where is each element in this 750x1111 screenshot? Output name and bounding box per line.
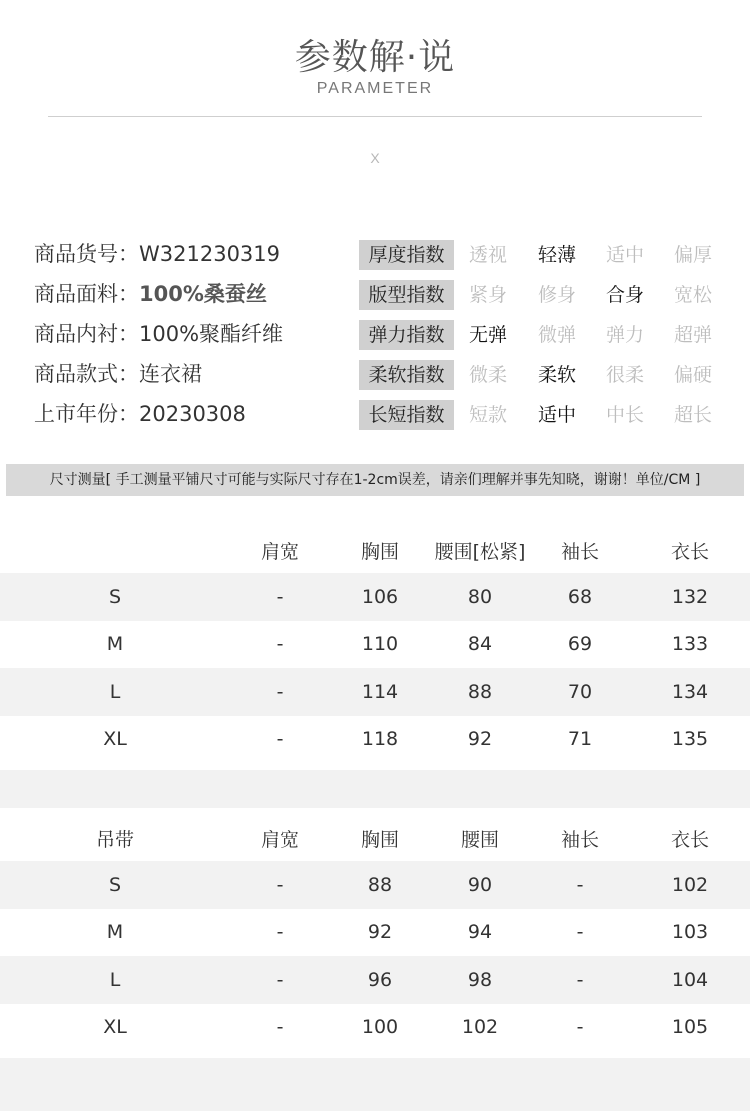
- table-row: [0, 1004, 750, 1052]
- info-value: 20230308: [139, 402, 246, 426]
- scale-option: 适中: [537, 404, 576, 426]
- table-cell: -: [230, 573, 330, 621]
- table-cell: -: [530, 956, 630, 1004]
- scale-option: 紧身: [468, 284, 507, 306]
- scale-option: 适中: [605, 244, 644, 266]
- table-cell: 118: [361, 728, 399, 751]
- table-cell: -: [276, 921, 284, 944]
- scale-option: 柔软: [537, 364, 576, 386]
- info-row-sku: [34, 238, 283, 278]
- table-header-cell: 腰围[松紧]: [434, 540, 526, 563]
- table-cell: 102: [461, 1016, 499, 1039]
- scale-label: 厚度指数: [359, 240, 454, 270]
- table-cell: 92: [467, 728, 493, 751]
- table-row: [0, 861, 750, 909]
- size-cell: M: [106, 921, 124, 944]
- scale-option: 轻薄: [537, 244, 576, 266]
- scale-label: 弹力指数: [359, 320, 454, 350]
- info-row-fabric: [34, 278, 283, 318]
- table-cell: 132: [630, 573, 750, 621]
- table-cell: 106: [330, 573, 430, 621]
- table-cell: -: [276, 633, 284, 656]
- table-cell: 70: [530, 668, 630, 716]
- scale-length: [359, 400, 739, 440]
- scale-option: 很柔: [605, 364, 644, 386]
- info-label: 商品面料：: [34, 282, 139, 306]
- table-cell: 114: [330, 668, 430, 716]
- info-label: 商品款式：: [34, 362, 139, 386]
- table-cell: -: [230, 668, 330, 716]
- scale-option: 短款: [468, 404, 507, 426]
- table-cell: 69: [567, 633, 593, 656]
- table-row: [0, 909, 750, 957]
- table-cell: 71: [567, 728, 593, 751]
- attribute-scales: [359, 240, 739, 440]
- table-row: [0, 621, 750, 669]
- table-cell: -: [230, 861, 330, 909]
- table-cell: 103: [671, 921, 709, 944]
- scale-label: 版型指数: [359, 280, 454, 310]
- table-cell: 133: [671, 633, 709, 656]
- page-subtitle: PARAMETER: [316, 80, 434, 97]
- size-cell: S: [0, 861, 230, 909]
- table-cell: -: [230, 956, 330, 1004]
- bottom-band: [0, 1058, 750, 1111]
- scale-option: 超长: [673, 404, 712, 426]
- section-spacer: [0, 770, 750, 808]
- decorative-mark: X: [370, 150, 380, 166]
- table-cell: 102: [630, 861, 750, 909]
- table-cell: 94: [467, 921, 493, 944]
- table-cell: -: [576, 921, 584, 944]
- table-cell: 84: [467, 633, 493, 656]
- size-table-slip: [0, 815, 750, 1051]
- table-header-cell: 吊带: [95, 828, 134, 851]
- table-header-cell: [0, 527, 230, 573]
- info-row-year: [34, 398, 283, 438]
- info-row-lining: [34, 318, 283, 358]
- scale-fit: [359, 280, 739, 320]
- table-header-row: [0, 815, 750, 861]
- size-cell: L: [0, 956, 230, 1004]
- table-header-cell: 袖长: [560, 828, 599, 851]
- table-header-cell: 袖长: [560, 540, 599, 563]
- header-divider: [48, 116, 702, 117]
- scale-option: 微弹: [537, 324, 576, 346]
- size-cell: M: [106, 633, 124, 656]
- scale-option: 透视: [468, 244, 507, 266]
- scale-option: 偏厚: [673, 244, 712, 266]
- size-cell: XL: [103, 728, 127, 751]
- info-label: 商品内衬：: [34, 322, 139, 346]
- scale-option: 修身: [537, 284, 576, 306]
- size-cell: XL: [103, 1016, 127, 1039]
- scale-option: 合身: [605, 284, 644, 306]
- table-row: [0, 716, 750, 764]
- info-value: 连衣裙: [139, 362, 202, 386]
- info-label: 商品货号：: [34, 242, 139, 266]
- info-value: 100%聚酯纤维: [139, 322, 284, 346]
- table-cell: 104: [630, 956, 750, 1004]
- scale-label: 柔软指数: [359, 360, 454, 390]
- table-header-cell: 衣长: [670, 828, 709, 851]
- table-header-cell: 肩宽: [260, 540, 299, 563]
- scale-option: 弹力: [605, 324, 644, 346]
- measurement-note: 尺寸测量[ 手工测量平铺尺寸可能与实际尺寸存在1-2cm误差，请亲们理解并事先知晓，谢谢！单位/CM ]: [6, 464, 744, 496]
- table-cell: 88: [330, 861, 430, 909]
- table-cell: -: [276, 1016, 284, 1039]
- info-value: 100%桑蚕丝: [139, 282, 267, 306]
- table-cell: 110: [361, 633, 399, 656]
- scale-option: 超弹: [673, 324, 712, 346]
- scale-option: 宽松: [673, 284, 712, 306]
- scale-softness: [359, 360, 739, 400]
- info-value: W321230319: [139, 242, 281, 266]
- table-header-cell: 衣长: [670, 540, 709, 563]
- table-cell: 105: [671, 1016, 709, 1039]
- table-cell: 80: [430, 573, 530, 621]
- size-table-dress: [0, 527, 750, 763]
- table-cell: 100: [361, 1016, 399, 1039]
- table-header-row: [0, 527, 750, 573]
- table-row: [0, 668, 750, 716]
- table-header-cell: 肩宽: [260, 828, 299, 851]
- scale-option: 无弹: [468, 324, 507, 346]
- table-header-cell: 胸围: [360, 540, 399, 563]
- scale-label: 长短指数: [359, 400, 454, 430]
- table-cell: 134: [630, 668, 750, 716]
- table-cell: -: [530, 861, 630, 909]
- table-cell: 135: [671, 728, 709, 751]
- table-cell: 96: [330, 956, 430, 1004]
- table-header-cell: 腰围: [460, 828, 499, 851]
- product-info: [34, 238, 283, 438]
- scale-option: 偏硬: [673, 364, 712, 386]
- scale-option: 中长: [605, 404, 644, 426]
- table-cell: 92: [367, 921, 393, 944]
- table-row: [0, 956, 750, 1004]
- size-cell: L: [0, 668, 230, 716]
- table-header-cell: 胸围: [360, 828, 399, 851]
- scale-thickness: [359, 240, 739, 280]
- scale-option: 微柔: [468, 364, 507, 386]
- table-cell: 98: [430, 956, 530, 1004]
- size-cell: S: [0, 573, 230, 621]
- table-cell: -: [576, 1016, 584, 1039]
- info-row-style: [34, 358, 283, 398]
- table-cell: 90: [430, 861, 530, 909]
- table-row: [0, 573, 750, 621]
- scale-elasticity: [359, 320, 739, 360]
- table-cell: 88: [430, 668, 530, 716]
- table-cell: 68: [530, 573, 630, 621]
- info-label: 上市年份：: [34, 402, 139, 426]
- page-title: 参数解·说: [294, 37, 456, 78]
- table-cell: -: [276, 728, 284, 751]
